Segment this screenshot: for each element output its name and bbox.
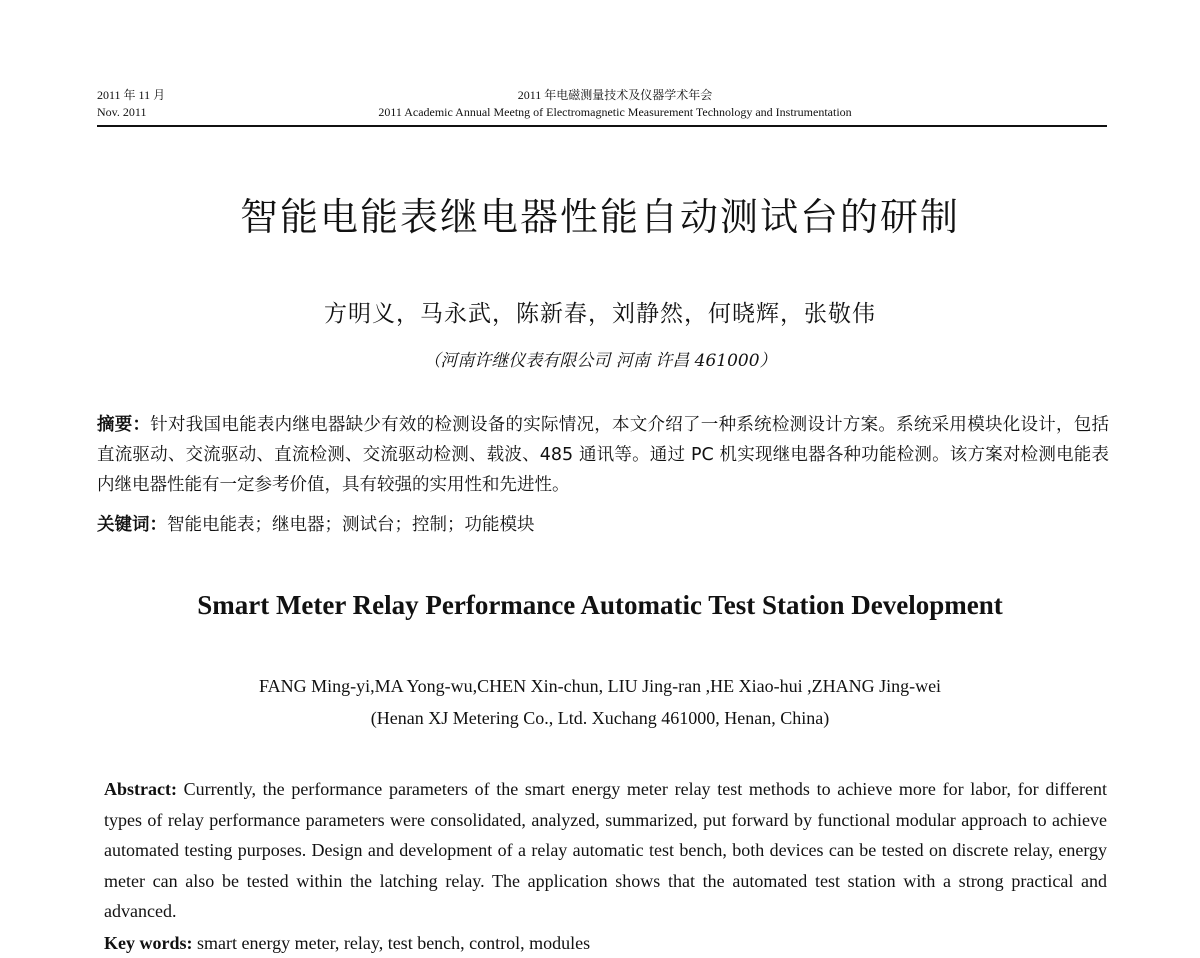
abstract-en-text: Currently, the performance parameters of the smart energy meter relay test methods to achieve more for labor, for different types of relay performance parameters were consolidated, analyzed, summarized, put forward by functional modular approach to achieve automated testing purposes. Design and development of a relay automatic test bench, both devices can be tested on discrete relay, energy meter can also be tested within the latching relay. The application shows that the automated test station with a strong practical and advanced. xyxy=(104,779,1107,921)
paper-title-en: Smart Meter Relay Performance Automatic Test Station Development xyxy=(197,590,1003,620)
keywords-cn-text: 智能电能表；继电器；测试台；控制；功能模块 xyxy=(167,515,535,535)
header-conference-en: 2011 Academic Annual Meetng of Electromagnetic Measurement Technology and Instrumentation xyxy=(378,105,852,119)
abstract-cn xyxy=(97,410,1109,500)
header-conference xyxy=(280,87,950,121)
authors-cn: 方明义，马永武，陈新春，刘静然，何晓辉，张敬伟 xyxy=(324,301,876,327)
keywords-cn-label: 关键词： xyxy=(97,515,167,535)
header-conference-cn: 2011 年电磁测量技术及仪器学术年会 xyxy=(517,88,713,102)
authors-en: FANG Ming-yi,MA Yong-wu,CHEN Xin-chun, LIU Jing-ran ,HE Xiao-hui ,ZHANG Jing-wei xyxy=(258,676,942,696)
keywords-en-label: Key words: xyxy=(104,933,193,953)
abstract-en xyxy=(104,774,1107,927)
keywords-cn xyxy=(97,510,1109,540)
keywords-en-text: smart energy meter, relay, test bench, control, modules xyxy=(192,933,591,953)
paper-title-cn: 智能电能表继电器性能自动测试台的研制 xyxy=(239,195,960,239)
affiliation-cn: （河南许继仪表有限公司 河南 许昌 461000） xyxy=(423,351,777,371)
abstract-cn-text: 针对我国电能表内继电器缺少有效的检测设备的实际情况，本文介绍了一种系统检测设计方案。系统采用模块化设计，包括直流驱动、交流驱动、直流检测、交流驱动检测、载波、485 通讯等。通过 PC 机实现继电器各种功能检测。该方案对检测电能表内继电器性能有一定参考价值，具有较强的实用性和先进性。 xyxy=(97,415,1110,495)
header-date-cn: 2011 年 11 月 xyxy=(97,88,166,102)
keywords-en xyxy=(104,928,1107,958)
abstract-cn-label: 摘要： xyxy=(97,415,151,435)
header-date xyxy=(97,87,165,121)
abstract-en-label: Abstract: xyxy=(104,779,177,799)
affiliation-en: (Henan XJ Metering Co., Ltd. Xuchang 461000, Henan, China) xyxy=(370,708,830,728)
header-divider xyxy=(97,125,1107,127)
header-date-en: Nov. 2011 xyxy=(97,105,147,119)
